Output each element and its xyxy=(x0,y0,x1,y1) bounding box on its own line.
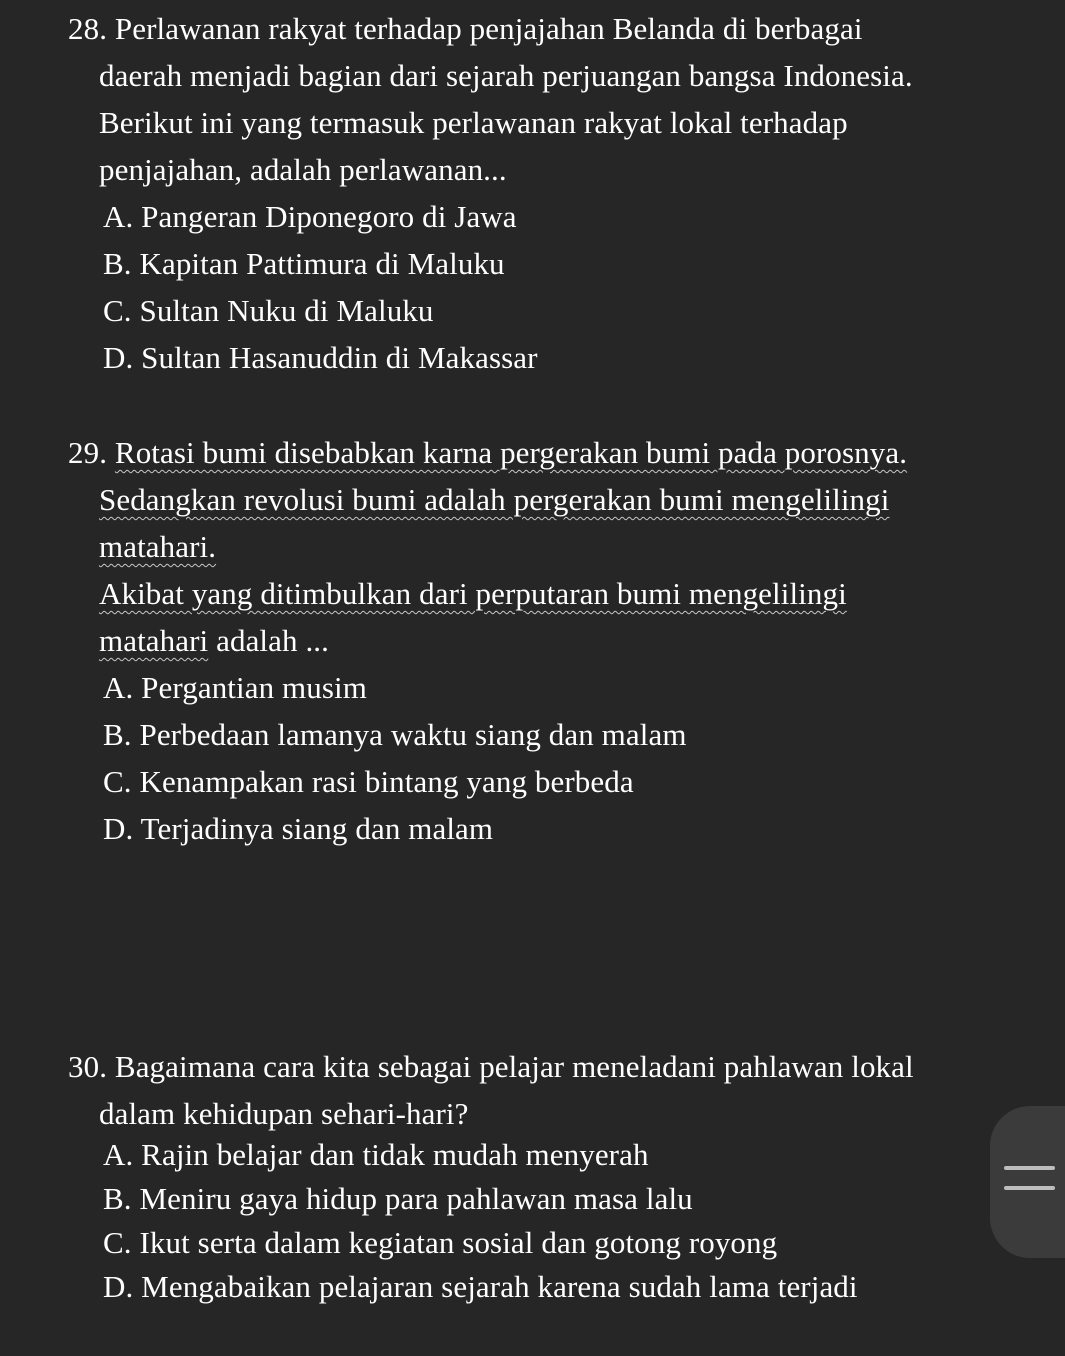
question-stem-text: daerah menjadi bagian dari sejarah perjuangan bangsa Indonesia. xyxy=(99,58,913,93)
question-stem-text: Sedangkan revolusi bumi adalah pergerakan bumi mengelilingi xyxy=(99,482,890,517)
answer-option-c: C. Kenampakan rasi bintang yang berbeda xyxy=(103,764,634,799)
question-number: 29. xyxy=(68,435,108,470)
answer-option-b: B. Perbedaan lamanya waktu siang dan malam xyxy=(103,717,687,752)
answer-option-a: A. Rajin belajar dan tidak mudah menyerah xyxy=(103,1137,649,1172)
question-stem-text: Akibat yang ditimbulkan dari perputaran bumi mengelilingi xyxy=(99,576,847,611)
question-28-line-1 xyxy=(68,9,863,49)
question-stem-text: Berikut ini yang termasuk perlawanan rakyat lokal terhadap xyxy=(99,105,848,140)
question-stem-text: Perlawanan rakyat terhadap penjajahan Belanda di berbagai xyxy=(114,11,863,46)
question-30-line-1 xyxy=(68,1047,914,1087)
question-stem-text: matahari adalah ... xyxy=(99,623,329,658)
question-stem-text: Bagaimana cara kita sebagai pelajar meneladani pahlawan lokal xyxy=(114,1049,914,1084)
answer-option-a: A. Pergantian musim xyxy=(103,670,367,705)
answer-option-c: C. Ikut serta dalam kegiatan sosial dan gotong royong xyxy=(103,1225,778,1260)
question-stem-text: dalam kehidupan sehari-hari? xyxy=(99,1096,469,1131)
answer-option-b: B. Meniru gaya hidup para pahlawan masa lalu xyxy=(103,1181,693,1216)
question-number: 30. xyxy=(68,1049,108,1084)
answer-option-c: C. Sultan Nuku di Maluku xyxy=(103,293,434,328)
answer-option-d: D. Mengabaikan pelajaran sejarah karena sudah lama terjadi xyxy=(103,1269,858,1304)
question-stem-text: penjajahan, adalah perlawanan... xyxy=(99,152,507,187)
answer-option-d: D. Terjadinya siang dan malam xyxy=(103,811,494,846)
answer-option-a: A. Pangeran Diponegoro di Jawa xyxy=(103,199,517,234)
answer-option-b: B. Kapitan Pattimura di Maluku xyxy=(103,246,505,281)
question-stem-text: matahari. xyxy=(99,529,217,564)
question-stem-text: Rotasi bumi disebabkan karna pergerakan bumi pada porosnya. xyxy=(114,435,908,470)
question-number: 28. xyxy=(68,11,108,46)
answer-option-d: D. Sultan Hasanuddin di Makassar xyxy=(103,340,538,375)
side-drag-handle[interactable] xyxy=(990,1106,1065,1258)
question-29-line-1 xyxy=(68,433,907,473)
